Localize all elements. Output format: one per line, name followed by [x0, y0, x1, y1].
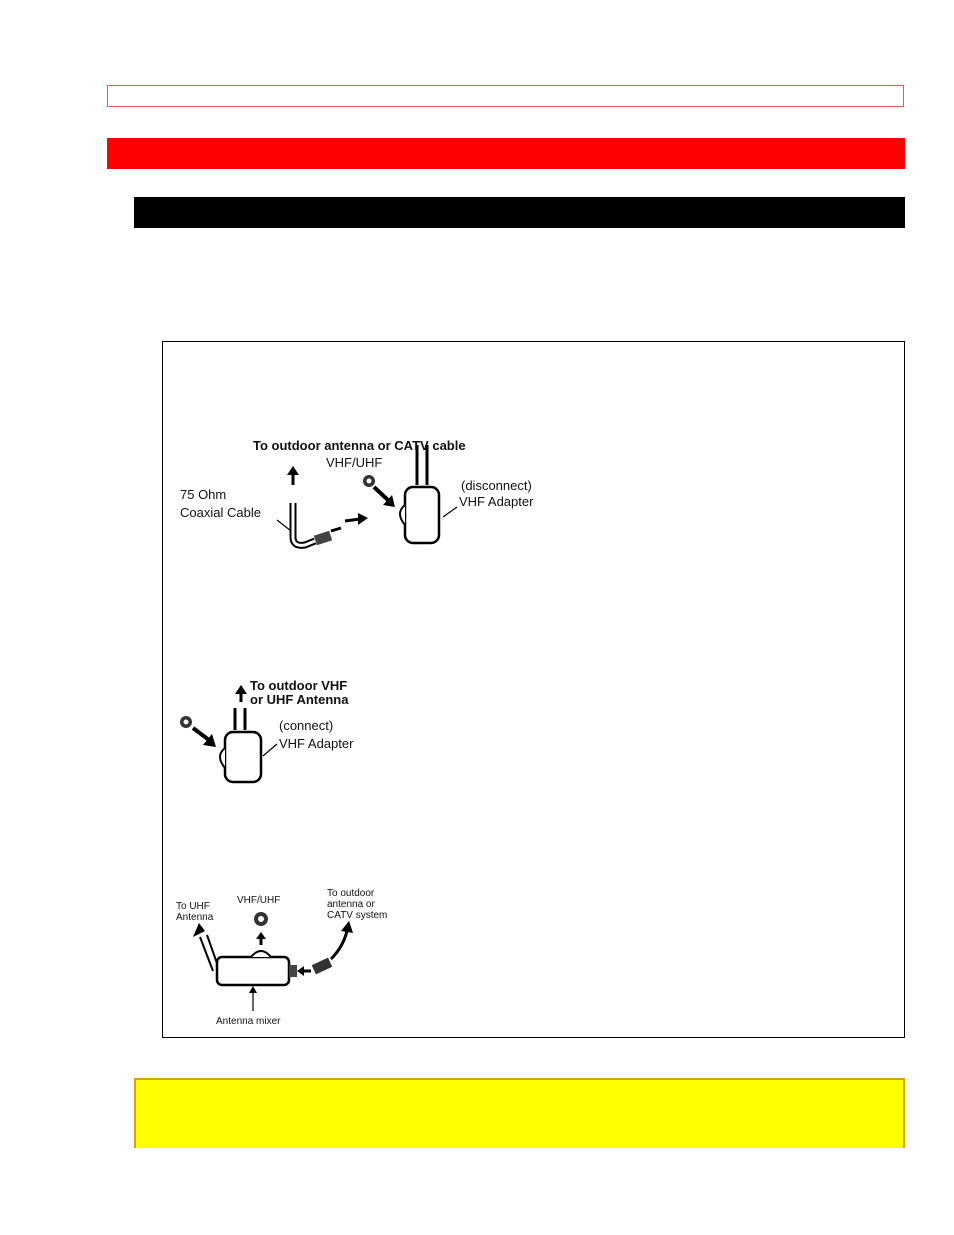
connector-nut-icon [180, 716, 192, 728]
chapter-header-bar [107, 138, 905, 169]
cable-connector-icon [312, 921, 353, 974]
coaxial-cable-icon [293, 503, 341, 545]
figure-disconnect-vhf-adapter [165, 425, 557, 565]
left-arrow-icon [297, 966, 311, 976]
navigation-frame [107, 85, 904, 107]
section-header-bar [134, 197, 905, 228]
figure-antenna-mixer [165, 885, 400, 1030]
fig1-title: To outdoor antenna or CATV cable [253, 438, 466, 453]
right-arrow-icon [345, 513, 368, 525]
fig3-uhf-label-2: Antenna [176, 912, 214, 923]
connector-nut-icon [254, 912, 268, 926]
up-arrow-icon [256, 932, 266, 945]
figure-connect-vhf-adapter [165, 672, 385, 800]
uhf-lead-arrow-icon [193, 923, 219, 971]
pointer-arrow-icon [249, 986, 257, 1011]
fig1-cable-label-2: Coaxial Cable [180, 505, 261, 520]
fig3-outdoor-label-1: To outdoor [327, 888, 375, 899]
fig3-uhf-label-1: To UHF [176, 901, 210, 912]
fig3-vhfuhf-label: VHF/UHF [237, 895, 281, 906]
up-arrow-icon [287, 466, 299, 485]
pointer-arrow-icon [263, 744, 277, 756]
fig1-cable-label-1: 75 Ohm [180, 487, 227, 502]
fig2-adapter-label-2: VHF Adapter [279, 736, 354, 751]
antenna-mixer-icon [217, 951, 297, 985]
fig1-adapter-label-1: (disconnect) [461, 478, 532, 493]
vhf-adapter-icon [400, 445, 439, 543]
diagonal-arrow-icon [193, 728, 216, 747]
connector-nut-icon [363, 475, 375, 487]
fig1-vhfuhf-label: VHF/UHF [326, 455, 383, 470]
fig3-outdoor-label-3: CATV system [327, 910, 388, 921]
note-box [134, 1078, 905, 1148]
fig1-adapter-label-2: VHF Adapter [459, 494, 534, 509]
vhf-adapter-icon [220, 708, 261, 782]
fig3-outdoor-label-2: antenna or [327, 899, 375, 910]
fig2-title-2: or UHF Antenna [250, 692, 349, 707]
up-arrow-icon [235, 685, 247, 702]
fig3-mixer-label: Antenna mixer [216, 1016, 281, 1027]
fig2-title-1: To outdoor VHF [250, 678, 348, 693]
figure-1-drawing [165, 425, 557, 565]
figure-2-drawing [165, 672, 385, 800]
fig2-adapter-label-1: (connect) [279, 718, 334, 733]
diagonal-arrow-icon [374, 487, 395, 507]
figure-3-drawing [165, 885, 400, 1030]
